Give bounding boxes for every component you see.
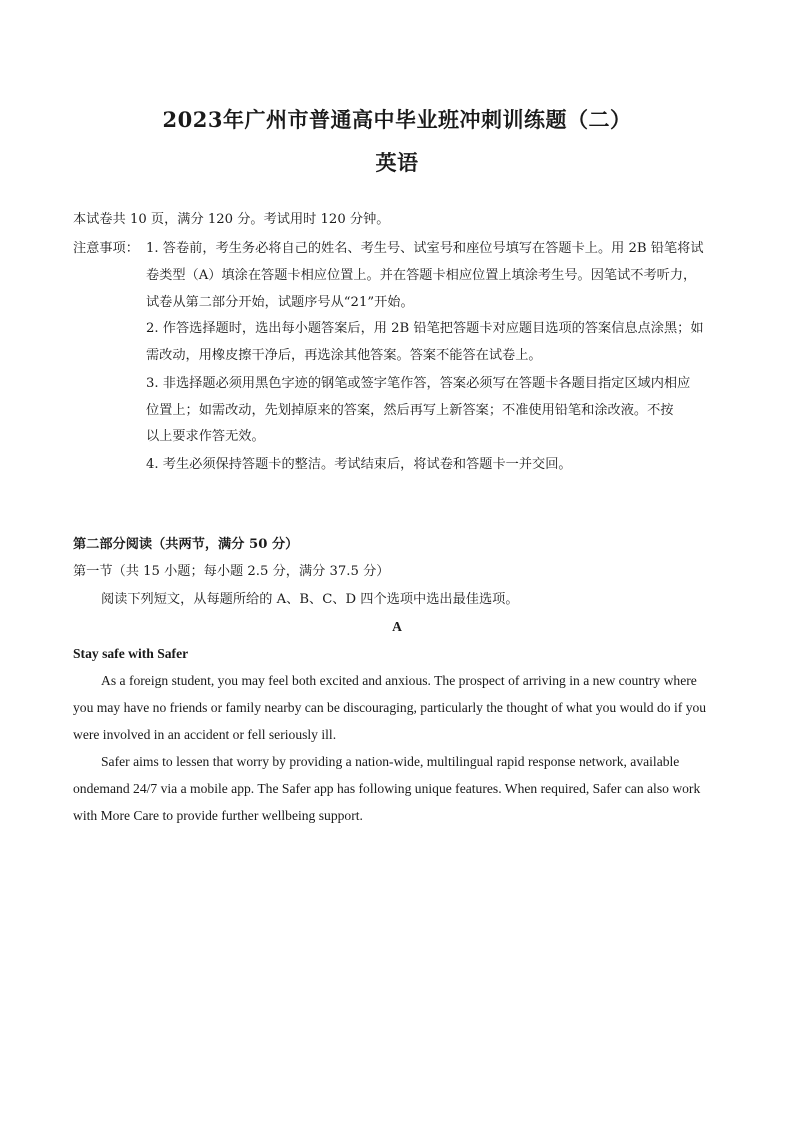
subsection-title: 第一节（共 15 小题；每小题 2.5 分，满分 37.5 分） bbox=[73, 564, 390, 579]
note-2-line-1: 2. 作答选择题时，选出每小题答案后，用 2B 铅笔把答题卡对应题目选项的答案信息点涂黑；如 bbox=[146, 321, 704, 336]
paragraph-1-line-1: As a foreign student, you may feel both excited and anxious. The prospect of arriving in a new country where bbox=[101, 673, 697, 688]
note-1-line-3: 试卷从第二部分开始，试题序号从“21”开始。 bbox=[146, 295, 414, 310]
paragraph-2-line-2: ondemand 24/7 via a mobile app. The Safer app has following unique features. When required, Safer can also work bbox=[73, 781, 701, 796]
paragraph-1-line-3: were involved in an accident or fell seriously ill. bbox=[73, 727, 337, 742]
exam-summary: 本试卷共 10 页，满分 120 分。考试用时 120 分钟。 bbox=[73, 212, 390, 227]
notes-label: 注意事项： bbox=[73, 241, 139, 256]
note-4-line-1: 4. 考生必须保持答题卡的整洁。考试结束后，将试卷和答题卡一并交回。 bbox=[146, 457, 572, 472]
passage-letter: A bbox=[392, 619, 402, 634]
part-title: 第二部分阅读（共两节，满分 50 分） bbox=[73, 537, 299, 552]
exam-subject: 英语 bbox=[375, 150, 419, 175]
paragraph-1-line-2: you may have no friends or family nearby can be discouraging, particularly the thought of what you would do if you bbox=[73, 700, 707, 715]
note-1-line-2: 卷类型（A）填涂在答题卡相应位置上。并在答题卡相应位置上填涂考生号。因笔试不考听力， bbox=[146, 268, 697, 283]
note-3-line-3: 以上要求作答无效。 bbox=[146, 429, 265, 444]
paragraph-2-line-3: with More Care to provide further wellbeing support. bbox=[73, 808, 363, 823]
note-3-line-1: 3. 非选择题必须用黑色字迹的钢笔或签字笔作答，答案必须写在答题卡各题目指定区域内相应 bbox=[146, 376, 691, 391]
paragraph-2-line-1: Safer aims to lessen that worry by providing a nation-wide, multilingual rapid response network, available bbox=[101, 754, 680, 769]
note-3-line-2: 位置上；如需改动，先划掉原来的答案，然后再写上新答案；不准使用铅笔和涂改液。不按 bbox=[146, 403, 674, 418]
exam-title: 2023年广州市普通高中毕业班冲刺训练题（二） bbox=[162, 107, 632, 132]
passage-title: Stay safe with Safer bbox=[73, 646, 189, 661]
note-1-line-1: 1. 答卷前，考生务必将自己的姓名、考生号、试室号和座位号填写在答题卡上。用 2B 铅笔将试 bbox=[146, 241, 704, 256]
note-2-line-2: 需改动，用橡皮擦干净后，再选涂其他答案。答案不能答在试卷上。 bbox=[146, 348, 542, 363]
section-instruction: 阅读下列短文，从每题所给的 A、B、C、D 四个选项中选出最佳选项。 bbox=[101, 592, 519, 607]
